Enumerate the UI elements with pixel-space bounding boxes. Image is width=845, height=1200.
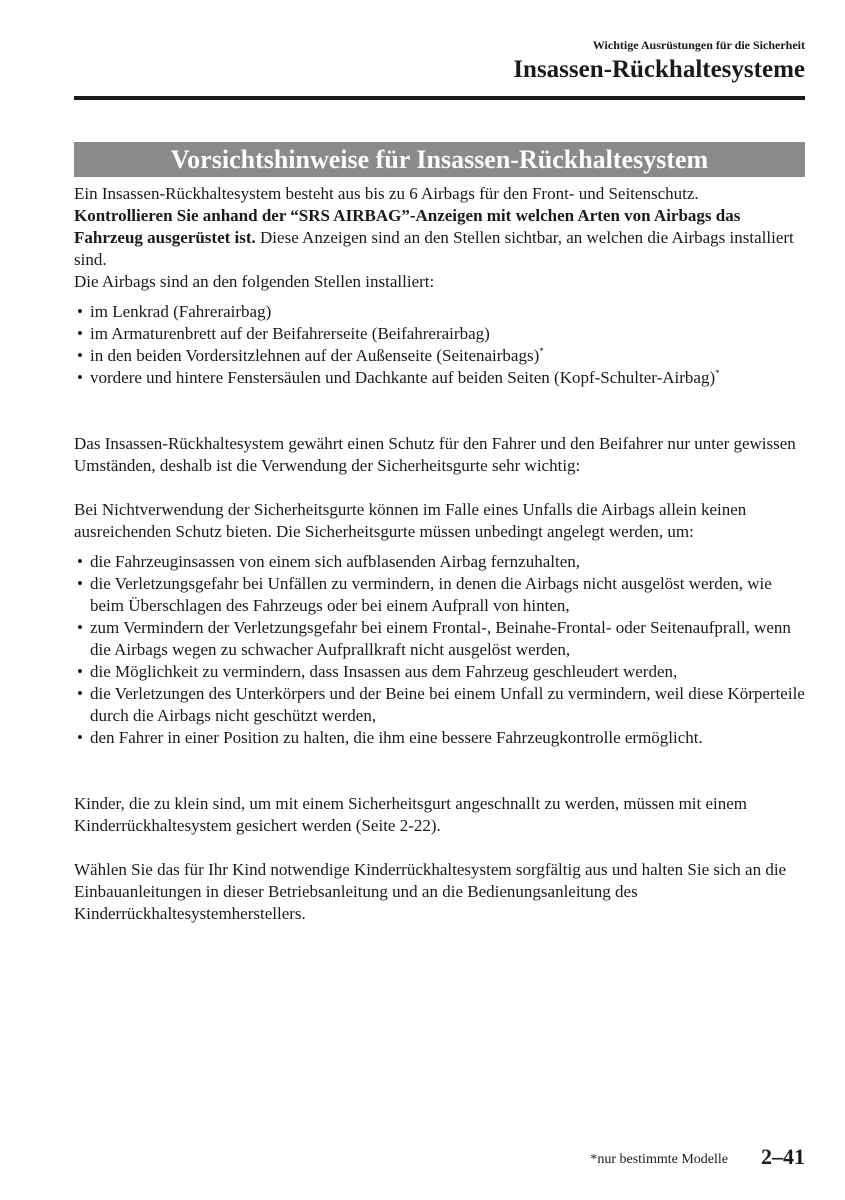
children-paragraph: Kinder, die zu klein sind, um mit einem Sicherheitsgurt angeschnallt zu werden, müssen mit einem Kinderrückhaltesystem gesichert werden (Seite 2-22).	[74, 794, 748, 835]
section-title-banner: Vorsichtshinweise für Insassen-Rückhaltesystem	[74, 142, 805, 177]
main-content	[74, 183, 809, 925]
list-item	[74, 617, 809, 661]
list-item	[74, 323, 809, 345]
list-item-text: im Armaturenbrett auf der Beifahrerseite (Beifahrerairbag)	[90, 324, 490, 343]
seatbelt-paragraph: Bei Nichtverwendung der Sicherheitsgurte können im Falle eines Unfalls die Airbags allein keinen ausreichenden Schutz bieten. Die Sicherheitsgurte müssen unbedingt angelegt werden, um:	[74, 500, 747, 541]
protection-paragraph: Das Insassen-Rückhaltesystem gewährt einen Schutz für den Fahrer und den Beifahrer nur unter gewissen Umständen, deshalb ist die Verwendung der Sicherheitsgurte sehr wichtig:	[74, 434, 796, 475]
footnote: *nur bestimmte Modelle	[590, 1152, 728, 1167]
intro-locations-lead: Die Airbags sind an den folgenden Stellen installiert:	[74, 272, 435, 291]
intro-bold-instruction: Kontrollieren Sie anhand der “SRS AIRBAG”-Anzeigen mit welchen Arten von Airbags das Fahrzeug ausgerüstet ist.	[74, 206, 741, 247]
list-item-text: in den beiden Vordersitzlehnen auf der Außenseite (Seitenairbags)	[90, 346, 540, 365]
page-title: Insassen-Rückhaltesysteme	[513, 56, 805, 83]
list-item-text: vordere und hintere Fenstersäulen und Dachkante auf beiden Seiten (Kopf-Schulter-Airbag)	[90, 368, 716, 387]
bullet: •	[77, 728, 83, 747]
bullet: •	[77, 684, 83, 703]
list-item-text: im Lenkrad (Fahrerairbag)	[90, 302, 272, 321]
list-item	[74, 573, 809, 617]
intro-rest: Diese Anzeigen sind an den Stellen sichtbar, an welchen die Airbags installiert sind.	[74, 228, 794, 269]
child-seat-selection-paragraph: Wählen Sie das für Ihr Kind notwendige Kinderrückhaltesystem sorgfältig aus und halten Sie sich an die Einbauanleitungen in dieser Betriebsanleitung und an die Bedienungsanleitung des Kinderrückhaltesystemherstellers.	[74, 860, 787, 923]
bullet: •	[77, 552, 83, 571]
bullet: •	[77, 368, 83, 387]
bullet: •	[77, 574, 83, 593]
optional-marker: *	[715, 368, 720, 378]
list-item-text: die Verletzungen des Unterkörpers und der Beine bei einem Unfall zu vermindern, weil diese Körperteile durch die Airbags nicht geschützt werden,	[90, 684, 805, 725]
list-item	[74, 367, 809, 389]
list-item-text: die Verletzungsgefahr bei Unfällen zu vermindern, in denen die Airbags nicht ausgelöst werden, wie beim Überschlagen des Fahrzeugs oder bei einem Aufprall von hinten,	[90, 574, 772, 615]
list-item	[74, 551, 809, 573]
list-item-text: die Fahrzeuginsassen von einem sich aufblasenden Airbag fernzuhalten,	[90, 552, 581, 571]
list-item	[74, 727, 809, 749]
list-item-text: den Fahrer in einer Position zu halten, die ihm eine bessere Fahrzeugkontrolle ermöglicht.	[90, 728, 703, 747]
bullet: •	[77, 618, 83, 637]
intro-paragraph	[74, 183, 809, 293]
airbag-location-list	[74, 301, 809, 389]
bullet: •	[77, 302, 83, 321]
intro-line: Ein Insassen-Rückhaltesystem besteht aus bis zu 6 Airbags für den Front- und Seitenschutz.	[74, 184, 699, 203]
seatbelt-reasons-list	[74, 551, 809, 749]
page-number: 2–41	[761, 1144, 805, 1169]
header-divider	[74, 96, 805, 100]
list-item	[74, 301, 809, 323]
list-item-text: die Möglichkeit zu vermindern, dass Insassen aus dem Fahrzeug geschleudert werden,	[90, 662, 678, 681]
list-item	[74, 683, 809, 727]
optional-marker: *	[539, 346, 544, 356]
bullet: •	[77, 662, 83, 681]
bullet: •	[77, 346, 83, 365]
chapter-heading: Wichtige Ausrüstungen für die Sicherheit	[592, 38, 805, 52]
list-item	[74, 661, 809, 683]
bullet: •	[77, 324, 83, 343]
list-item-text: zum Vermindern der Verletzungsgefahr bei einem Frontal-, Beinahe-Frontal- oder Seitenaufprall, wenn die Airbags wegen zu schwacher Aufprallkraft nicht ausgelöst werden,	[90, 618, 791, 659]
list-item	[74, 345, 809, 367]
